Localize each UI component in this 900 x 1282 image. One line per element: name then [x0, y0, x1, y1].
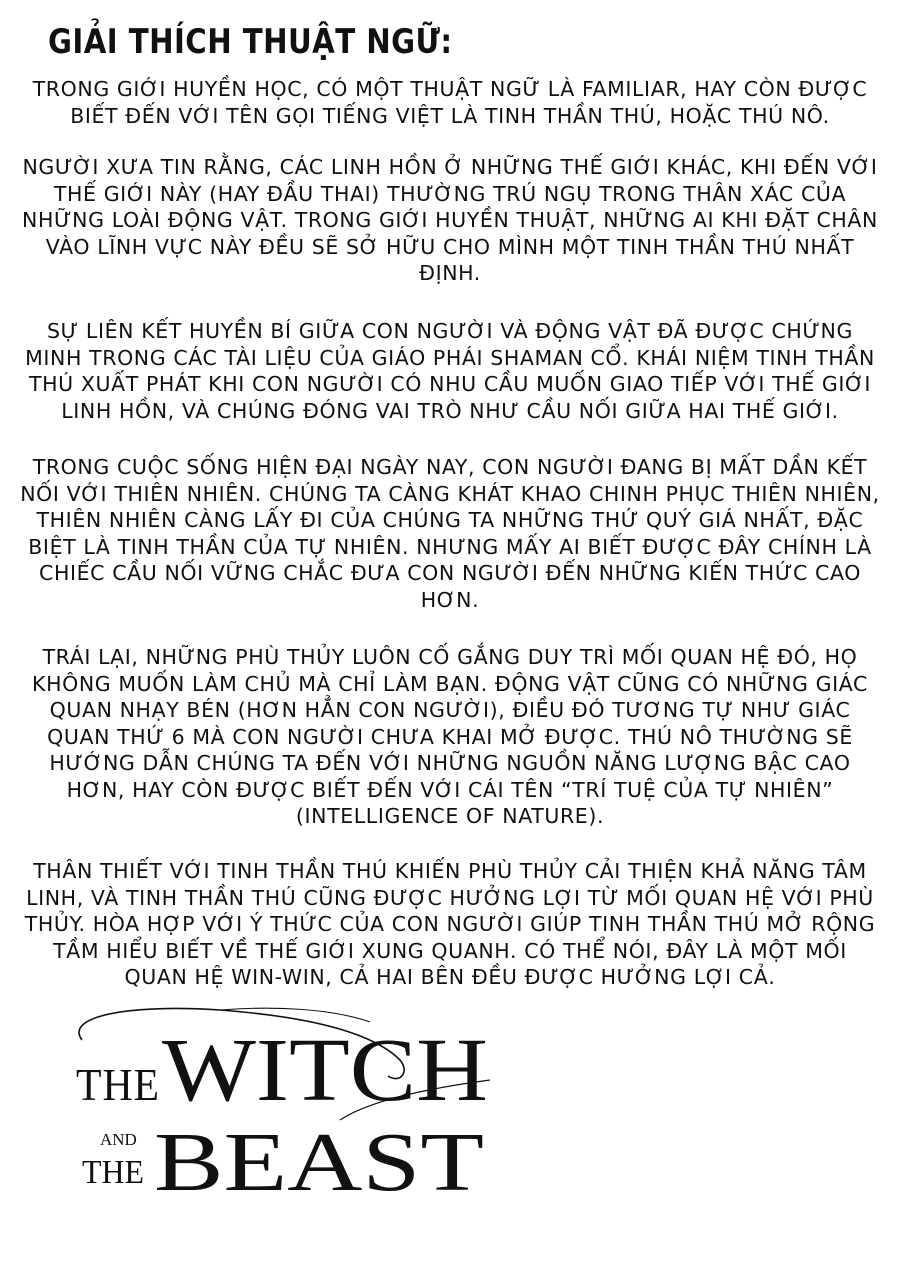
paragraph-witches-relationship: TRÁI LẠI, NHỮNG PHÙ THỦY LUÔN CỐ GẮNG DUY TRÌ MỐI QUAN HỆ ĐÓ, HỌ KHÔNG MUỐN LÀM CHỦ MÀ CHỈ LÀM BẠN. ĐỘNG VẬT CŨNG CÓ NHỮNG GIÁC QUAN NHẠY BÉN (HƠN HẲN CON NGƯỜI), ĐIỀU ĐÓ TƯƠNG TỰ NHƯ GIÁC QUAN THỨ 6 MÀ CON NGƯỜI CHƯA KHAI MỞ ĐƯỢC. THÚ NÔ THƯỜNG SẼ HƯỚNG DẪN CHÚNG TA ĐẾN VỚI NHỮNG NGUỒN NĂNG LƯỢNG BẬC CAO HƠN, HAY CÒN ĐƯỢC BIẾT ĐẾN VỚI CÁI TÊN “TRÍ TUỆ CỦA TỰ NHIÊN” (INTELLIGENCE OF NATURE).	[32, 645, 868, 828]
logo-and: AND	[100, 1130, 137, 1149]
paragraph-modern-life: TRONG CUỘC SỐNG HIỆN ĐẠI NGÀY NAY, CON NGƯỜI ĐANG BỊ MẤT DẦN KẾT NỐI VỚI THIÊN NHIÊN. CHÚNG TA CÀNG KHÁT KHAO CHINH PHỤC THIÊN NHIÊN, THIÊN NHIÊN CÀNG LẤY ĐI CỦA CHÚNG TA NHỮNG THỨ QUÝ GIÁ NHẤT, ĐẶC BIỆT LÀ TINH THẦN CỦA TỰ NHIÊN. NHƯNG MẤY AI BIẾT ĐƯỢC ĐÂY CHÍNH LÀ CHIẾC CẦU NỐI VỮNG CHẮC ĐƯA CON NGƯỜI ĐẾN NHỮNG KIẾN THỨC CAO HƠN.	[20, 455, 880, 612]
paragraph-mutual-benefit: THÂN THIẾT VỚI TINH THẦN THÚ KHIẾN PHÙ THỦY CẢI THIỆN KHẢ NĂNG TÂM LINH, VÀ TINH THẦN THÚ CŨNG ĐƯỢC HƯỞNG LỢI TỪ MỐI QUAN HỆ VỚI PHÙ THỦY. HÒA HỢP VỚI Ý THỨC CỦA CON NGƯỜI GIÚP TINH THẦN THÚ MỞ RỘNG TẦM HIỂU BIẾT VỀ THẾ GIỚI XUNG QUANH. CÓ THỂ NÓI, ĐÂY LÀ MỘT MỐI QUAN HỆ WIN-WIN, CẢ HAI BÊN ĐỀU ĐƯỢC HƯỞNG LỢI CẢ.	[24, 859, 876, 989]
logo-witch: WITCH	[162, 1021, 488, 1120]
logo-the-bottom: THE	[82, 1154, 144, 1191]
the-witch-and-the-beast-logo	[70, 1000, 500, 1200]
paragraph-familiar-definition: TRONG GIỚI HUYỀN HỌC, CÓ MỘT THUẬT NGỮ LÀ FAMILIAR, HAY CÒN ĐƯỢC BIẾT ĐẾN VỚI TÊN GỌI TIẾNG VIỆT LÀ TINH THẦN THÚ, HOẶC THÚ NÔ.	[32, 77, 868, 128]
paragraph-shaman-connection: SỰ LIÊN KẾT HUYỀN BÍ GIỮA CON NGƯỜI VÀ ĐỘNG VẬT ĐÃ ĐƯỢC CHỨNG MINH TRONG CÁC TÀI LIỆU CỦA GIÁO PHÁI SHAMAN CỔ. KHÁI NIỆM TINH THẦN THÚ XUẤT PHÁT KHI CON NGƯỜI CÓ NHU CẦU MUỐN GIAO TIẾP VỚI THẾ GIỚI LINH HỒN, VÀ CHÚNG ĐÓNG VAI TRÒ NHƯ CẦU NỐI GIỮA HAI THẾ GIỚI.	[25, 319, 875, 423]
logo-beast: BEAST	[154, 1116, 484, 1200]
page-heading: GIẢI THÍCH THUẬT NGỮ:	[48, 22, 453, 62]
logo-the-top: THE	[76, 1059, 160, 1110]
paragraph-ancient-belief: NGƯỜI XƯA TIN RẰNG, CÁC LINH HỒN Ở NHỮNG THẾ GIỚI KHÁC, KHI ĐẾN VỚI THẾ GIỚI NÀY (HAY ĐẦU THAI) THƯỜNG TRÚ NGỤ TRONG THÂN XÁC CỦA NHỮNG LOÀI ĐỘNG VẬT. TRONG GIỚI HUYỀN THUẬT, NHỮNG AI KHI ĐẶT CHÂN VÀO LĨNH VỰC NÀY ĐỀU SẼ SỞ HỮU CHO MÌNH MỘT TINH THẦN THÚ NHẤT ĐỊNH.	[22, 155, 878, 285]
